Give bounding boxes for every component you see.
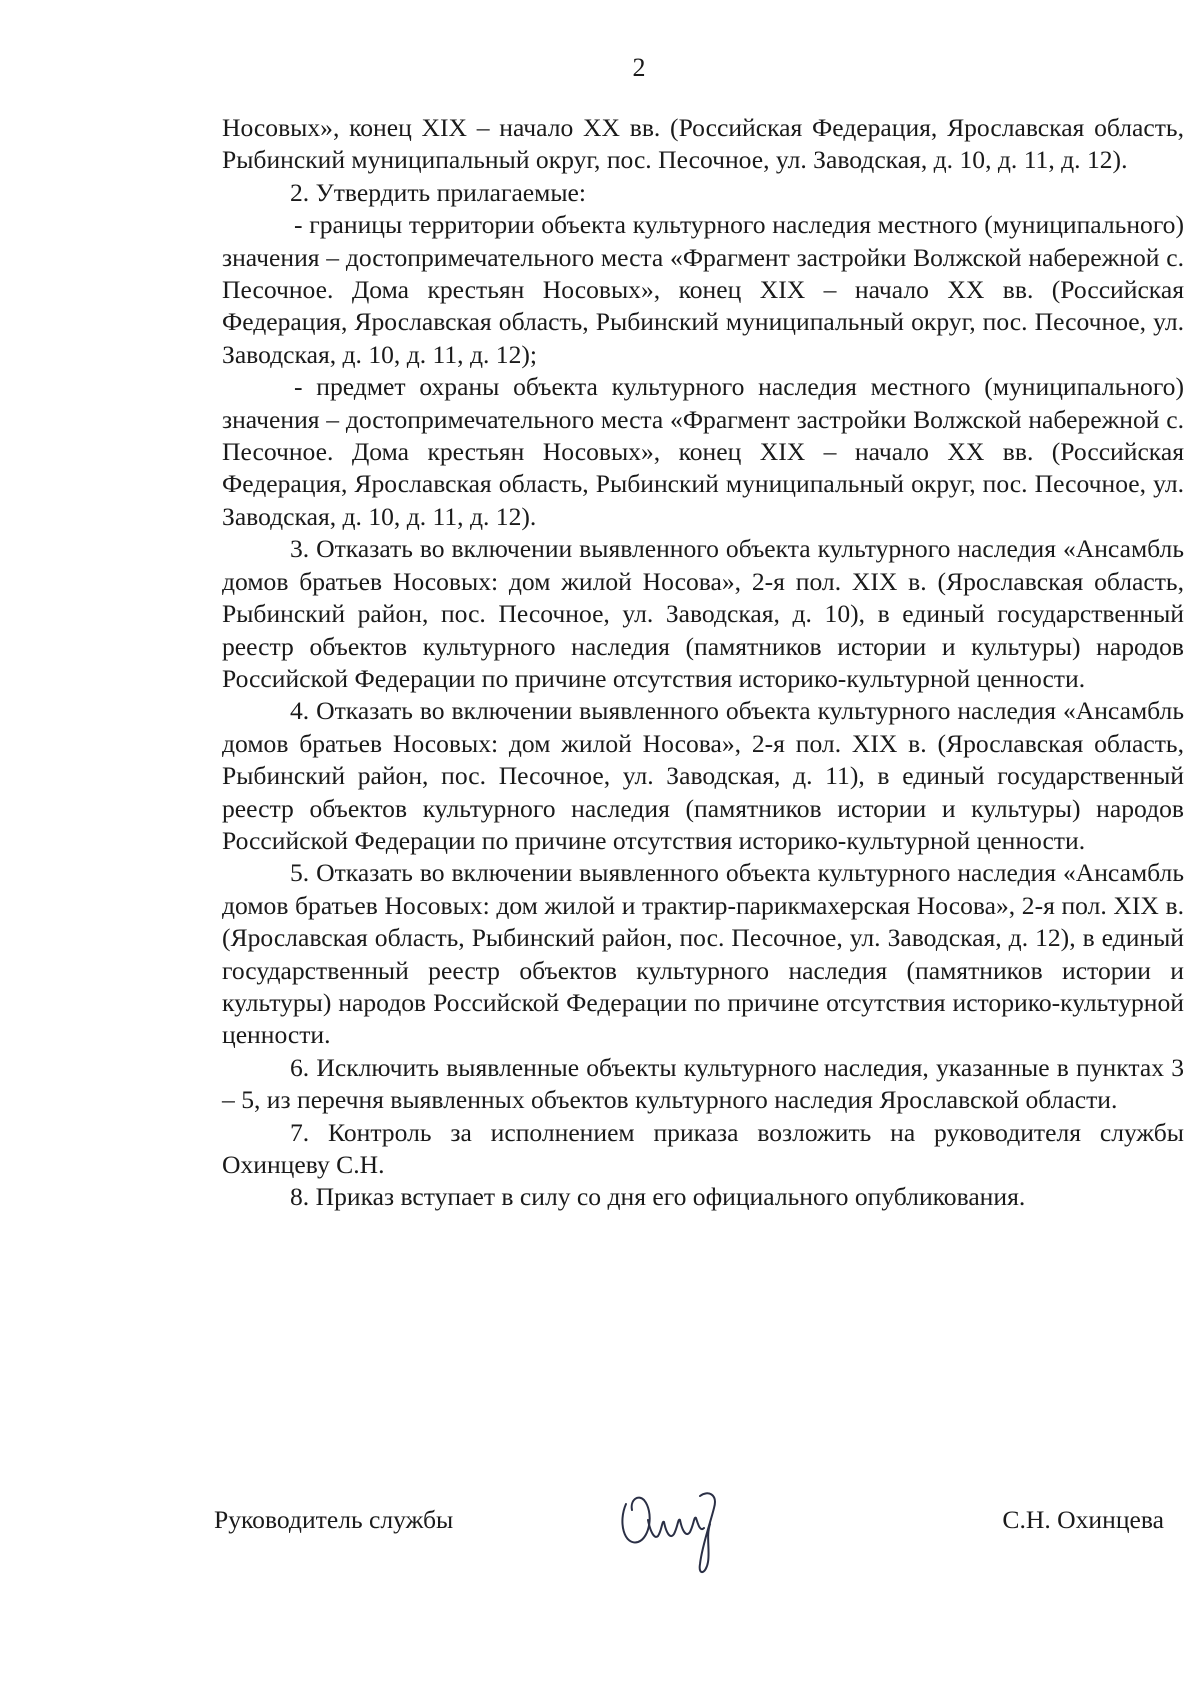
paragraph-2: 2. Утвердить прилагаемые: — [290, 177, 587, 207]
page-number: 2 — [632, 53, 646, 82]
paragraph-5: 5. Отказать во включении выявленного объекта культурного наследия «Ансамбль домов братьев Носовых: дом жилой и трактир-парикмахерская Носова», 2-я пол. XIX в. (Ярославская область, Рыбинский район, пос. Песочное, ул. Заводская, д. 12), в единый государственный реестр объектов культурного наследия (памятников истории и культуры) народов Российской Федерации по причине отсутствия историко-культурной ценности. — [222, 858, 1184, 1050]
paragraph-4: 4. Отказать во включении выявленного объекта культурного наследия «Ансамбль домов братьев Носовых: дом жилой Носова», 2-я пол. XIX в. (Ярославская область, Рыбинский район, пос. Песочное, ул. Заводская, д. 11), в единый государственный реестр объектов культурного наследия (памятников истории и культуры) народов Российской Федерации по причине отсутствия историко-культурной ценности. — [222, 696, 1184, 855]
paragraph-3: 3. Отказать во включении выявленного объекта культурного наследия «Ансамбль домов братьев Носовых: дом жилой Носова», 2-я пол. XIX в. (Ярославская область, Рыбинский район, пос. Песочное, ул. Заводская, д. 10), в единый государственный реестр объектов культурного наследия (памятников истории и культуры) народов Российской Федерации по причине отсутствия историко-культурной ценности. — [222, 534, 1184, 693]
signature-block — [214, 1490, 1164, 1570]
paragraph-2-protection-subject: - предмет охраны объекта культурного наследия местного (муниципального) значения – достопримечательного места «Фрагмент застройки Волжской набережной с. Песочное. Дома крестьян Носовых», конец XIX – начало XX вв. (Российская Федерация, Ярославская область, Рыбинский муниципальный округ, пос. Песочное, ул. Заводская, д. 10, д. 11, д. 12). — [222, 372, 1184, 531]
paragraph-7: 7. Контроль за исполнением приказа возложить на руководителя службы Охинцеву С.Н. — [222, 1117, 1184, 1179]
paragraph-continuation: Носовых», конец XIX – начало XX вв. (Российская Федерация, Ярославская область, Рыбинский муниципальный округ, пос. Песочное, ул. Заводская, д. 10, д. 11, д. 12). — [222, 113, 1184, 175]
paragraph-8: 8. Приказ вступает в силу со дня его официального опубликования. — [290, 1182, 1026, 1212]
paragraph-6: 6. Исключить выявленные объекты культурного наследия, указанные в пунктах 3 – 5, из перечня выявленных объектов культурного наследия Ярославской области. — [222, 1052, 1184, 1115]
signatory-name: С.Н. Охинцева — [1002, 1505, 1164, 1534]
paragraph-2-boundaries: - границы территории объекта культурного наследия местного (муниципального) значения – достопримечательного места «Фрагмент застройки Волжской набережной с. Песочное. Дома крестьян Носовых», конец XIX – начало XX вв. (Российская Федерация, Ярославская область, Рыбинский муниципальный округ, пос. Песочное, ул. Заводская, д. 10, д. 11, д. 12); — [222, 210, 1184, 369]
document-body — [222, 112, 1184, 1214]
handwritten-signature — [614, 1460, 744, 1580]
signatory-position: Руководитель службы — [214, 1505, 454, 1534]
